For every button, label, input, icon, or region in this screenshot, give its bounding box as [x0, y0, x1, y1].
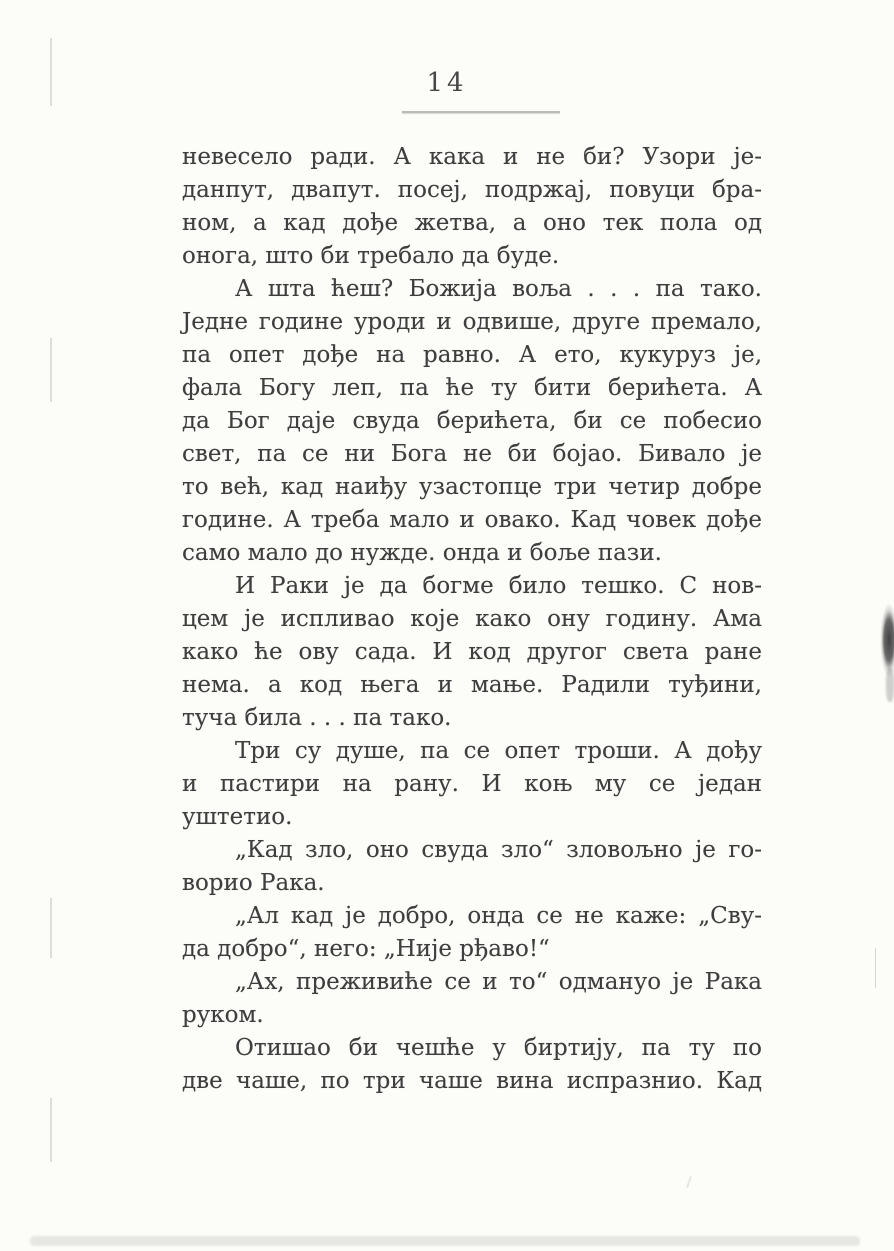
text-line: како ће ову сада. И код другог света ране — [182, 639, 762, 665]
scan-artifact-bottom-shadow — [30, 1236, 860, 1246]
text-line: невесело ради. А кака и не би? Узори је- — [182, 144, 762, 170]
scan-artifact-binding-mark — [880, 603, 894, 677]
scan-artifact-right-edge-line — [875, 948, 876, 988]
text-line: „Ал кад је добро, онда се не каже: „Сву- — [235, 903, 762, 929]
text-line: цем је испливао које како ону годину. Ама — [182, 606, 762, 632]
paragraph — [182, 1032, 762, 1098]
text-line: само мало до нужде. онда и боље пази. — [182, 540, 662, 566]
paragraph — [182, 735, 762, 834]
text-line: уштетио. — [182, 804, 293, 830]
paragraph — [182, 900, 762, 966]
text-line: „Ах, преживиће се и то“ одмануо је Рака — [235, 969, 762, 995]
scan-artifact-faint-mark — [686, 1176, 692, 1188]
scan-artifact-left-edge-line — [50, 1098, 52, 1162]
text-line: па опет дође на равно. А ето, кукуруз је, — [182, 342, 762, 368]
text-line: ном, а кад дође жетва, а оно тек пола од — [182, 210, 762, 236]
text-line: А шта ћеш? Божија воља . . . па тако. — [235, 276, 762, 302]
scan-artifact-left-edge-line — [50, 338, 52, 402]
text-line: свет, па се ни Бога не би бојао. Бивало је — [182, 441, 762, 467]
text-line: да Бог даје свуда берићета, би се побесио — [182, 408, 762, 434]
paragraph — [182, 834, 762, 900]
paragraph — [182, 141, 762, 273]
paragraph — [182, 966, 762, 1032]
text-line: данпут, двапут. посеј, подржај, повуци бра- — [182, 177, 762, 203]
text-column — [182, 141, 762, 1098]
scan-artifact-binding-mark-tail — [886, 668, 894, 702]
text-line: туча била . . . па тако. — [182, 705, 452, 731]
text-line: Отишао би чешће у биртију, па ту по — [235, 1035, 762, 1061]
text-line: да добро“, него: „Није рђаво!“ — [182, 936, 550, 962]
page-number-rule — [402, 111, 560, 113]
page-header — [0, 68, 894, 98]
text-line: ворио Рака. — [182, 870, 325, 896]
text-line: и пастири на рану. И коњ му се један — [182, 771, 762, 797]
text-line: „Кад зло, оно свуда зло“ зловољно је го- — [235, 837, 762, 863]
text-line: нема. а код њега и мање. Радили туђини, — [182, 672, 762, 698]
paragraph — [182, 570, 762, 735]
text-line: онога, што би требало да буде. — [182, 243, 560, 269]
text-line: године. А треба мало и овако. Кад човек дође — [182, 507, 762, 533]
text-line: И Раки је да богме било тешко. С нов- — [235, 573, 762, 599]
page-number: 14 — [426, 68, 468, 98]
scan-artifact-left-edge-line — [50, 898, 52, 958]
text-line: две чаше, по три чаше вина испразнио. Кад — [182, 1068, 762, 1094]
text-line: руком. — [182, 1002, 264, 1028]
text-line: фала Богу леп, па ће ту бити берићета. А — [182, 375, 762, 401]
text-line: Једне године уроди и одвише, друге премало, — [182, 309, 762, 335]
paragraph — [182, 273, 762, 570]
text-line: Три су душе, па се опет троши. А дођу — [235, 738, 762, 764]
text-line: то већ, кад наиђу узастопце три четир добре — [182, 474, 762, 500]
